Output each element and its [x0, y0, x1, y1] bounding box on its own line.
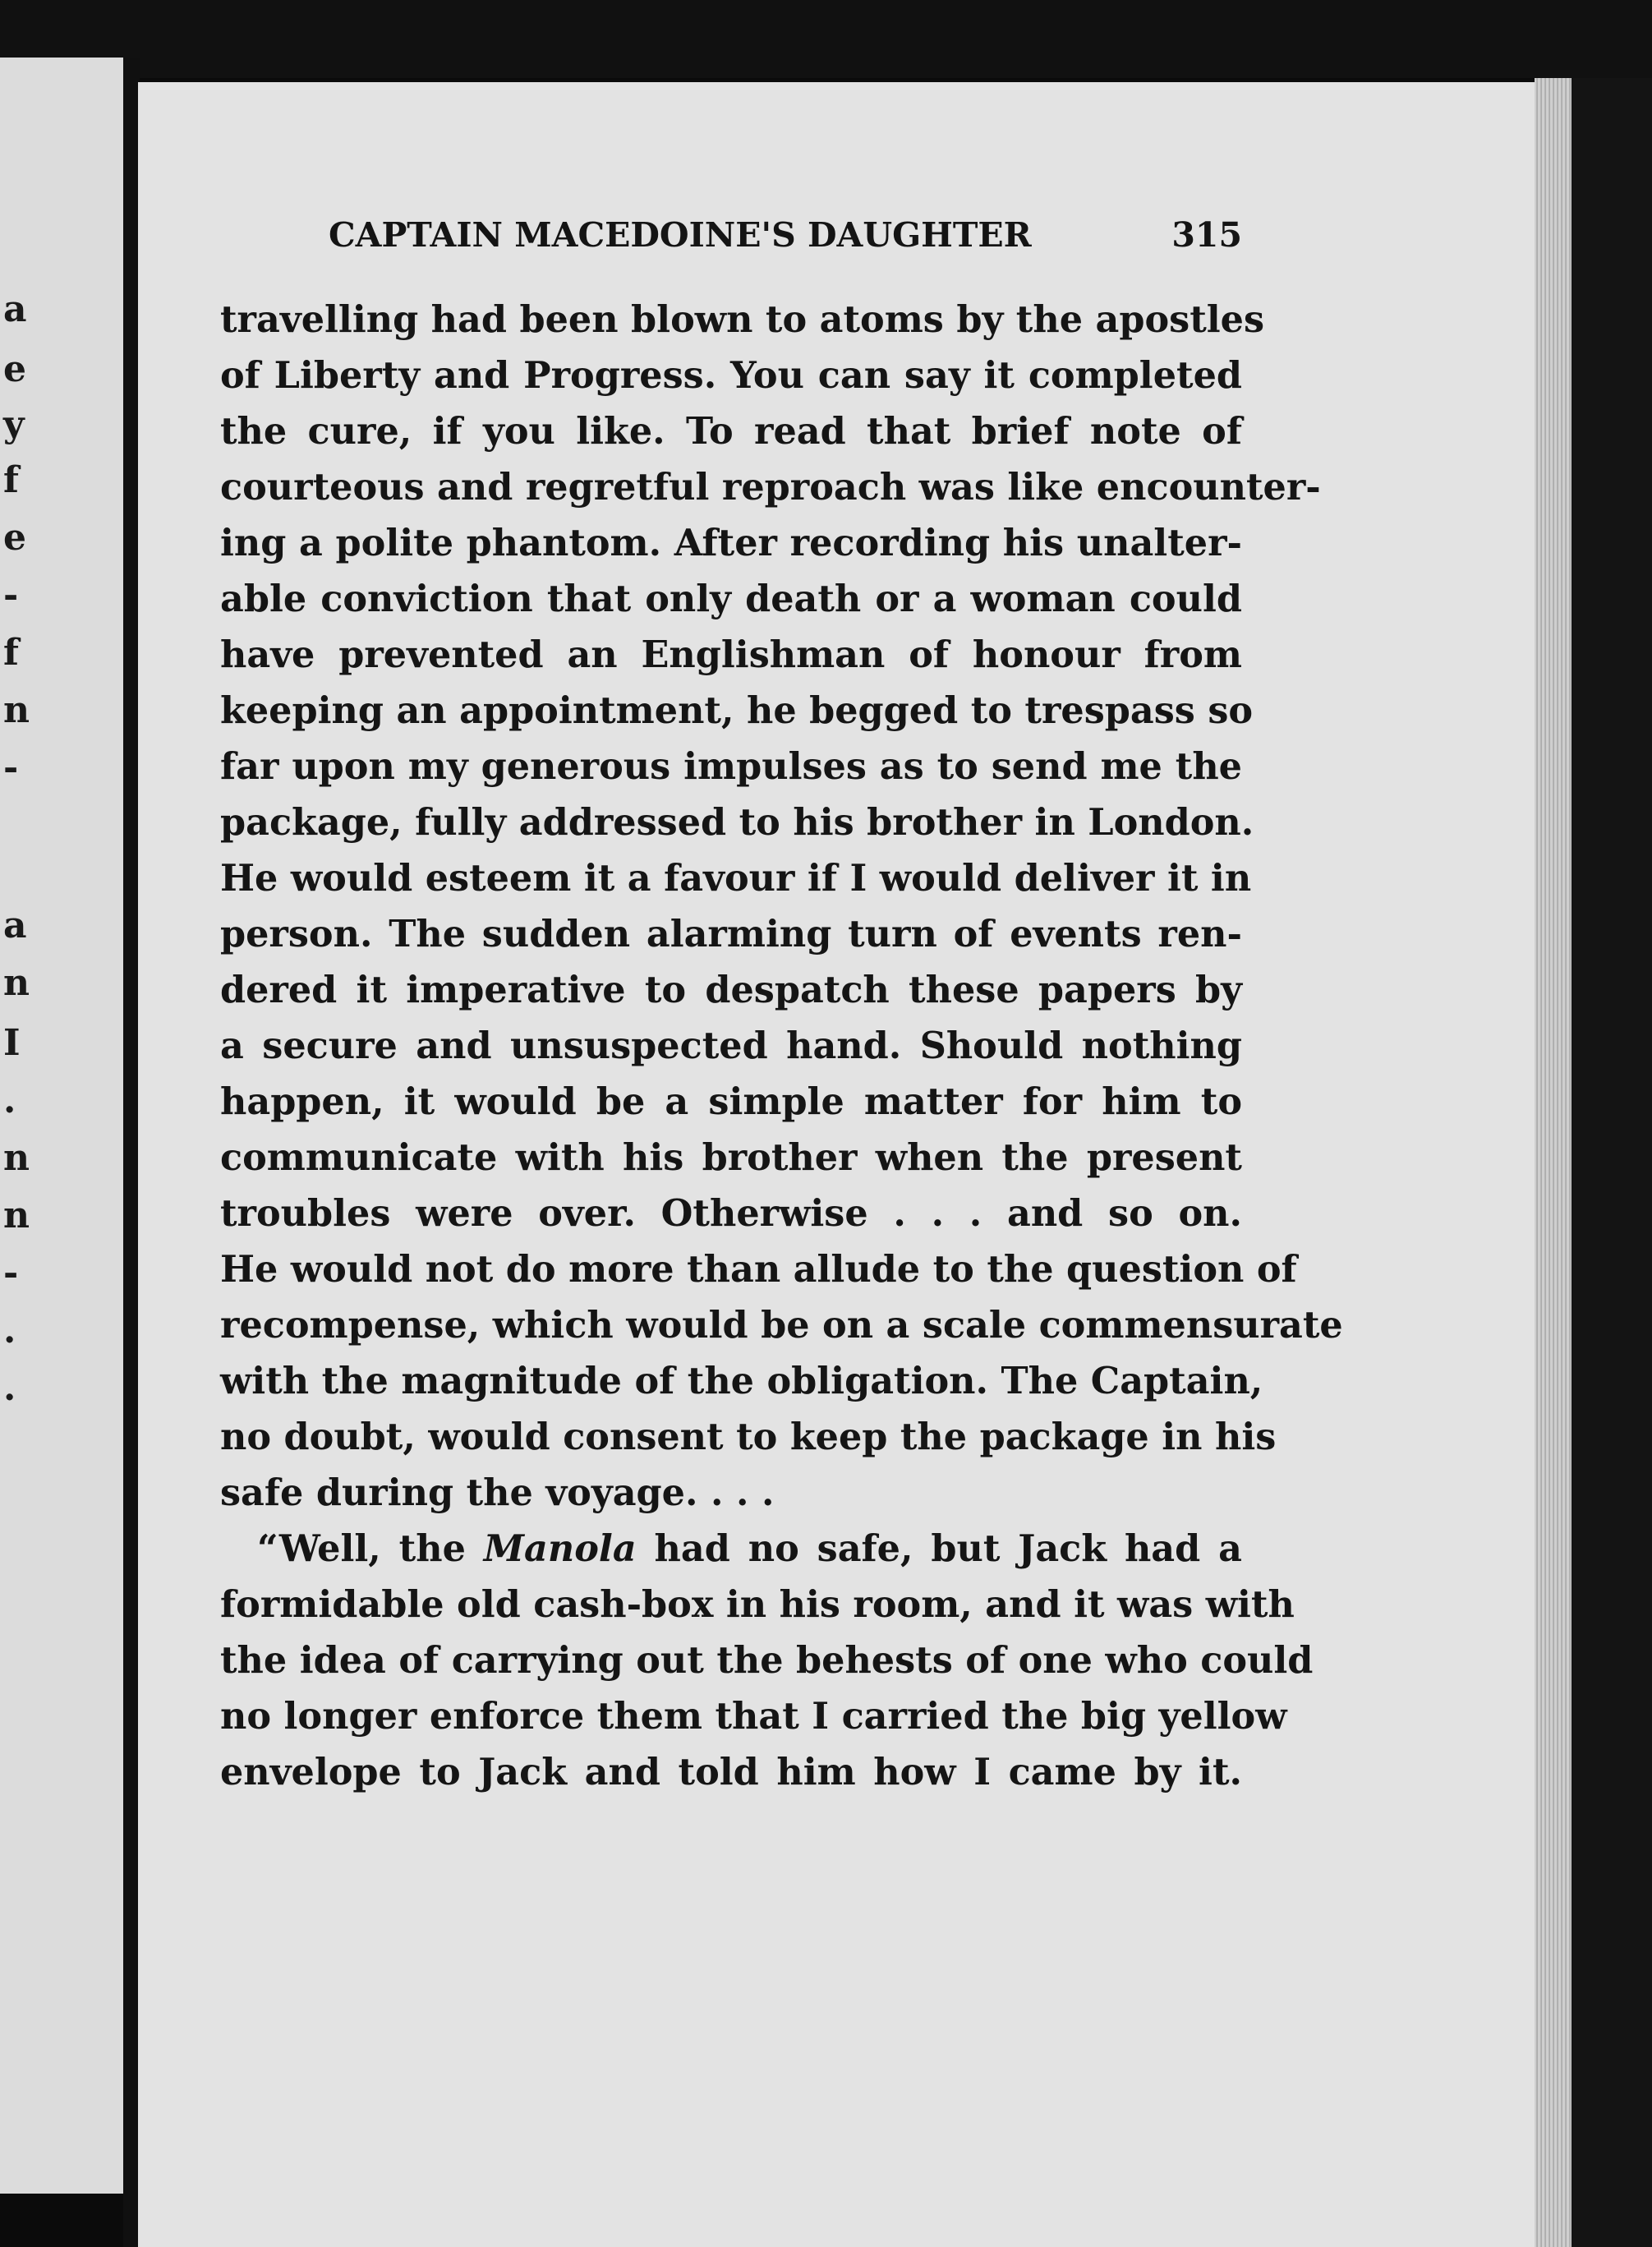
- left-facing-page: [0, 58, 123, 2194]
- text-line: He would esteem it a favour if I would deliver it in: [220, 857, 1252, 900]
- left-page-fragment: -: [3, 1252, 19, 1294]
- left-page-fragment: e: [3, 348, 26, 390]
- text-line: formidable old cash-box in his room, and it was with: [220, 1583, 1295, 1626]
- text-line: no doubt, would consent to keep the package in his: [220, 1416, 1277, 1458]
- ship-name: Manola: [483, 1527, 637, 1570]
- left-page-fragment: .: [3, 1310, 16, 1351]
- text-line: of Liberty and Progress. You can say it completed: [220, 354, 1242, 397]
- left-page-fragment: I: [3, 1022, 21, 1064]
- left-page-fragment: -: [3, 747, 19, 789]
- left-page-fragment: n: [3, 1137, 30, 1179]
- left-page-fragment: f: [3, 632, 19, 674]
- text-line: happen, it would be a simple matter for him to: [220, 1080, 1242, 1123]
- running-header: [329, 215, 1242, 255]
- page-body: [220, 292, 1343, 1800]
- left-page-fragment: .: [3, 1367, 16, 1409]
- text-line: keeping an appointment, he begged to trespass so: [220, 689, 1254, 732]
- text-line: no longer enforce them that I carried the big yellow: [220, 1695, 1287, 1738]
- text-run: had no safe, but Jack had a: [636, 1527, 1242, 1570]
- text-line: dered it imperative to despatch these papers by: [220, 969, 1242, 1011]
- left-page-fragment: .: [3, 1080, 16, 1121]
- left-page-fragment: n: [3, 689, 30, 731]
- text-line: a secure and unsuspected hand. Should nothing: [220, 1025, 1242, 1067]
- book-gutter: [123, 58, 140, 2247]
- left-page-fragment: f: [3, 459, 19, 501]
- text-line: the cure, if you like. To read that brief note of: [220, 410, 1242, 453]
- text-line: safe during the voyage. . . .: [220, 1471, 775, 1514]
- text-line: recompense, which would be on a scale commensurate: [220, 1304, 1343, 1347]
- text-line: ing a polite phantom. After recording his unalter-: [220, 522, 1242, 564]
- text-line: He would not do more than allude to the question of: [220, 1248, 1297, 1291]
- text-line: able conviction that only death or a woman could: [220, 578, 1242, 620]
- text-line: far upon my generous impulses as to send me the: [220, 745, 1242, 788]
- left-page-fragment: y: [3, 403, 25, 445]
- text-line: travelling had been blown to atoms by the apostles: [220, 298, 1265, 341]
- paragraph-first-line: [220, 1521, 1242, 1577]
- text-line: the idea of carrying out the behests of one who could: [220, 1639, 1314, 1682]
- text-line: have prevented an Englishman of honour from: [220, 633, 1242, 676]
- left-page-fragment: a: [3, 288, 27, 330]
- scan-right-background: [1571, 78, 1652, 2247]
- text-line: communicate with his brother when the present: [220, 1136, 1242, 1179]
- text-line: troubles were over. Otherwise . . . and so on.: [220, 1192, 1242, 1235]
- running-title: CAPTAIN MACEDOINE'S DAUGHTER: [329, 215, 1032, 255]
- text-line: with the magnitude of the obligation. The Captain,: [220, 1360, 1263, 1402]
- left-page-fragment: -: [3, 574, 19, 616]
- left-page-fragment: n: [3, 1195, 30, 1236]
- left-page-fragment: a: [3, 905, 27, 946]
- text-line: person. The sudden alarming turn of events ren-: [220, 913, 1242, 955]
- left-page-fragment: e: [3, 517, 26, 559]
- text-line: courteous and regretful reproach was like encounter-: [220, 466, 1321, 509]
- page-edges: [1535, 78, 1571, 2247]
- page-number: 315: [1171, 215, 1242, 255]
- scan-top-band: [0, 0, 1652, 78]
- left-page-fragment: n: [3, 962, 30, 1004]
- text-line: package, fully addressed to his brother in London.: [220, 801, 1254, 844]
- text-line: envelope to Jack and told him how I came by it.: [220, 1751, 1242, 1793]
- text-run: “Well, the: [257, 1527, 484, 1570]
